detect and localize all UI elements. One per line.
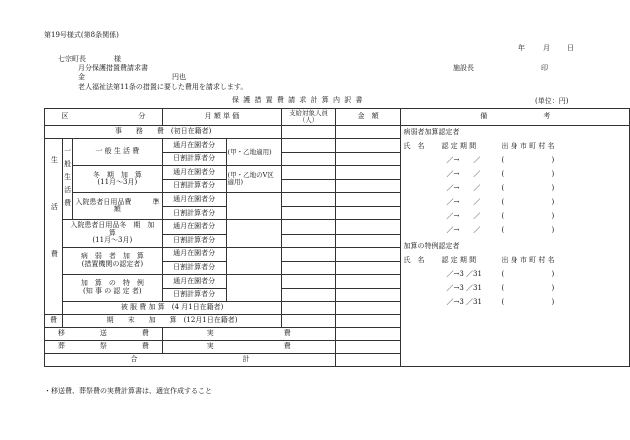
paren-open: ( — [501, 198, 505, 206]
statement: 老人福祉法第11条の措置に要した費用を請求します。 — [78, 83, 248, 91]
paren-close: ) — [551, 284, 555, 292]
row-byojaku: 病 弱 者 加 算 (措置機関の認定者) — [62, 247, 162, 274]
row-hifuku: 被 服 費 加 算 (4 月1日在籍者) — [62, 302, 281, 315]
jippi-1: 実 費 — [162, 328, 335, 341]
arrow-row: ／→ ／ — [446, 156, 481, 164]
byojaku-title: 病弱者加算認定者 — [403, 128, 460, 136]
jippi-2: 実 費 — [162, 341, 335, 354]
getsu-zaiseki: 通月在園者分 — [162, 193, 226, 207]
table-title: 保 護 措 置 費 請 求 計 算 内 訳 書 — [232, 96, 364, 104]
request-title: 月分保護措置費請求書 — [78, 64, 148, 72]
col-name-1: 氏 名 — [403, 142, 425, 150]
col-period-1: 認 定 期 間 — [441, 142, 477, 150]
addressee: 七宗町長 様 — [58, 55, 121, 63]
hiwari: 日割計算者分 — [162, 207, 226, 220]
remarks-cell — [401, 126, 630, 367]
header-category: 区 分 — [45, 109, 163, 126]
paren-open: ( — [501, 156, 505, 164]
row-kimatsu: 期 末 加 算 (12月1日在籍者) — [62, 315, 281, 328]
paren-open: ( — [501, 170, 505, 178]
paren-close: ) — [551, 184, 555, 192]
col-period-2: 認 定 期 間 — [441, 256, 477, 264]
ippan-note: (甲・乙地適用) — [226, 139, 282, 166]
arrow-row: ／→ ／ — [446, 212, 481, 220]
seikatsuhi-label: 生活費 — [50, 156, 59, 297]
col-origin-1: 出 身 市 町 村 名 — [501, 142, 555, 150]
amount-label: 金 — [78, 73, 85, 81]
paren-close: ) — [551, 226, 555, 234]
calculation-table — [44, 108, 630, 367]
header-amount: 金 額 — [335, 109, 401, 126]
row-gokei: 合 計 — [45, 354, 336, 367]
row-isohi: 移 送 費 — [45, 328, 163, 341]
facility-label: 施設長 — [453, 64, 474, 72]
ippan-col: 一般生活費 — [62, 139, 72, 220]
hiwari: 日割計算者分 — [162, 261, 226, 274]
form-number: 第19号様式(第8条関係) — [44, 31, 119, 39]
paren-open: ( — [501, 284, 505, 292]
tokurei-title: 加算の特例認定者 — [403, 242, 460, 250]
special-row: ／→3 ／31 — [446, 298, 482, 306]
getsu-zaiseki: 通月在園者分 — [162, 247, 226, 261]
paren-open: ( — [501, 298, 505, 306]
seikatsuhi-group — [45, 139, 63, 315]
hiwari: 日割計算者分 — [162, 289, 226, 302]
unit-label: (単位：円) — [535, 97, 569, 105]
paren-close: ) — [551, 298, 555, 306]
getsu-zaiseki: 通月在園者分 — [162, 139, 226, 153]
special-row: ／→3 ／31 — [446, 284, 482, 292]
paren-close: ) — [551, 270, 555, 278]
row-tokurei: 加 算 の 特 例 (知 事 の 認 定 者) — [62, 274, 162, 301]
hiwari: 日割計算者分 — [162, 234, 226, 247]
arrow-row: ／→ ／ — [446, 198, 481, 206]
row-jimuhi: 事 務 費 (初日在籍者) — [45, 126, 282, 139]
paren-open: ( — [501, 226, 505, 234]
paren-close: ) — [551, 198, 555, 206]
getsu-zaiseki: 通月在園者分 — [162, 274, 226, 288]
date-year: 年 — [518, 44, 525, 52]
date-month: 月 — [543, 44, 550, 52]
paren-close: ) — [551, 212, 555, 220]
paren-open: ( — [501, 212, 505, 220]
row-ippan: 一 般 生 活 費 — [72, 139, 162, 166]
paren-open: ( — [501, 184, 505, 192]
header-persons: 支給対象人員（人） — [282, 109, 336, 126]
hiwari: 日割計算者分 — [162, 180, 226, 193]
seal: 印 — [541, 64, 548, 72]
header-remarks: 備 考 — [401, 109, 630, 126]
arrow-row: ／→ ／ — [446, 184, 481, 192]
col-origin-2: 出 身 市 町 村 名 — [501, 256, 555, 264]
row-sosaihi: 葬 祭 費 — [45, 341, 163, 354]
arrow-row: ／→ ／ — [446, 170, 481, 178]
hi-label: 費 — [45, 315, 63, 328]
getsu-zaiseki: 通月在園者分 — [162, 220, 226, 234]
getsu-zaiseki: 通月在園者分 — [162, 166, 226, 180]
hiwari: 日割計算者分 — [162, 153, 226, 166]
date-day: 日 — [567, 44, 574, 52]
yen-label: 円也 — [172, 73, 186, 81]
toki-note: (甲・乙地のV区適用) — [226, 166, 282, 193]
header-unit-price: 月 額 単 価 — [162, 109, 281, 126]
col-name-2: 氏 名 — [403, 256, 425, 264]
row-nyuin-toki: 入院患者日用品冬 期 加 算 (11月〜3月) — [62, 220, 162, 247]
arrow-row: ／→ ／ — [446, 226, 481, 234]
paren-close: ) — [551, 156, 555, 164]
footnote: ・移送費、葬祭費の実費計算書は、適宜作成すること — [44, 387, 212, 395]
row-nyuin: 入院患者日用品費 準 額 — [72, 193, 162, 220]
paren-close: ) — [551, 170, 555, 178]
special-row: ／→3 ／31 — [446, 270, 482, 278]
row-toki: 冬 期 加 算 (11月〜3月) — [72, 166, 162, 193]
paren-open: ( — [501, 270, 505, 278]
